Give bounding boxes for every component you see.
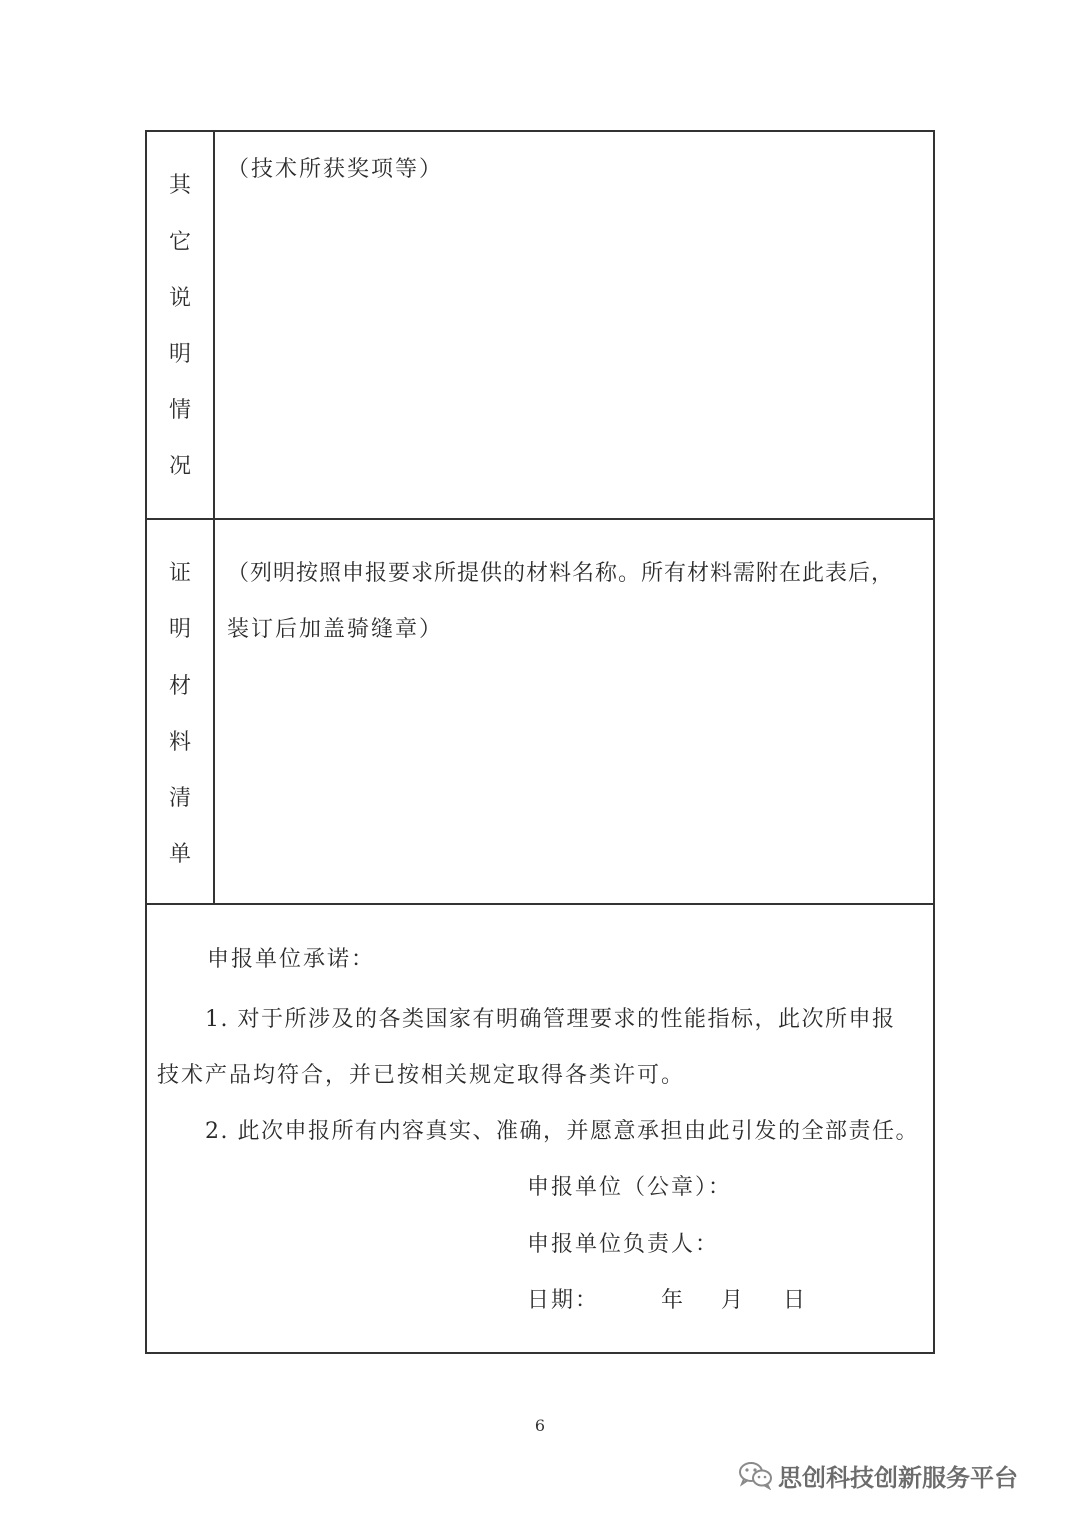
unit-leader-label: 申报单位负责人： bbox=[527, 1232, 720, 1257]
other-info-hint: （技术所获奖项等） bbox=[227, 157, 444, 182]
proof-materials-content[interactable] bbox=[215, 520, 933, 903]
proof-materials-label bbox=[147, 520, 215, 903]
wechat-icon bbox=[738, 1460, 774, 1490]
other-info-label-char: 明 bbox=[168, 342, 191, 367]
date-day-label: 日 bbox=[783, 1288, 808, 1313]
other-info-label-char: 况 bbox=[168, 454, 191, 479]
other-info-label-char: 其 bbox=[168, 173, 191, 198]
proof-materials-hint-line: （列明按照申报要求所提供的材料名称。所有材料需附在此表后， bbox=[227, 561, 895, 586]
other-info-label-char: 它 bbox=[168, 230, 191, 255]
date-label: 日期： bbox=[527, 1288, 600, 1313]
pledge-item-2: 2. 此次申报所有内容真实、准确，并愿意承担由此引发的全部责任。 bbox=[205, 1119, 919, 1144]
watermark bbox=[738, 1455, 1018, 1495]
proof-materials-label-char: 清 bbox=[168, 786, 191, 811]
pledge-title: 申报单位承诺： bbox=[207, 947, 376, 972]
pledge-row bbox=[147, 905, 933, 1354]
proof-materials-label-char: 证 bbox=[168, 561, 191, 586]
other-info-label-char: 说 bbox=[168, 286, 191, 311]
unit-seal-label: 申报单位（公章）： bbox=[527, 1175, 733, 1200]
application-form-table bbox=[145, 130, 935, 1354]
pledge-item-1-line-1: 1. 对于所涉及的各类国家有明确管理要求的性能指标，此次所申报 bbox=[205, 1007, 896, 1032]
pledge-item-1-line-2: 技术产品均符合，并已按相关规定取得各类许可。 bbox=[157, 1063, 686, 1088]
proof-materials-label-char: 单 bbox=[168, 842, 191, 867]
watermark-text: 思创科技创新服务平台 bbox=[778, 1463, 1018, 1492]
proof-materials-label-char: 料 bbox=[168, 730, 191, 755]
proof-materials-label-char: 材 bbox=[168, 674, 191, 699]
other-info-label bbox=[147, 132, 215, 518]
proof-materials-row bbox=[147, 520, 933, 905]
other-info-label-char: 情 bbox=[168, 398, 191, 423]
other-info-content[interactable] bbox=[215, 132, 933, 518]
page-number: 6 bbox=[534, 1416, 546, 1435]
date-month-label: 月 bbox=[721, 1288, 746, 1313]
proof-materials-label-char: 明 bbox=[168, 617, 191, 642]
other-info-row bbox=[147, 132, 933, 520]
proof-materials-hint-line: 装订后加盖骑缝章） bbox=[227, 617, 444, 642]
date-year-label: 年 bbox=[661, 1288, 686, 1313]
